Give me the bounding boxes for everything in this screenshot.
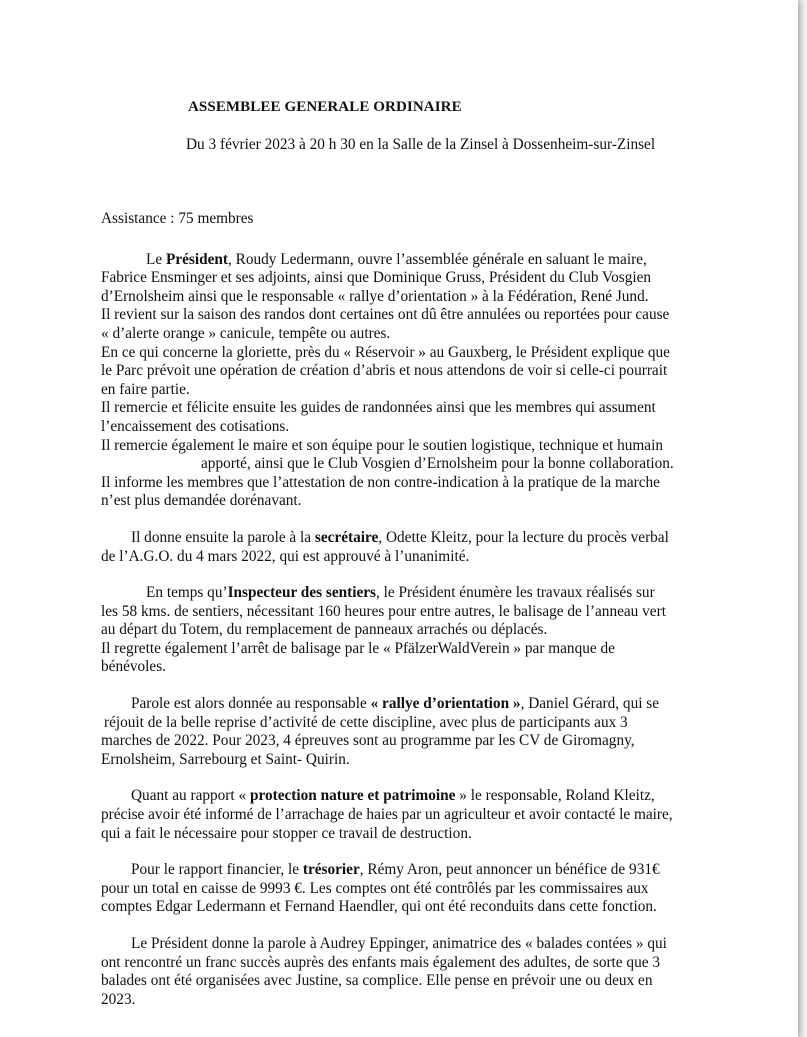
paragraph-secretaire: Il donne ensuite la parole à la secrétaire, Odette Kleitz, pour la lecture du procès verbal de l’A.G.O. du 4 mars 2022, qui est approuvé à l’unanimité. [101,528,669,565]
bold-president: Président [165,250,228,268]
paragraph-tresorier: Pour le rapport financier, le trésorier, Rémy Aron, peut annoncer un bénéfice de 931€ pour un total en caisse de 9993 €. Les comptes ont été contrôlés par les commissaires aux comptes Edgar Ledermann et Fernand Haendler, qui ont été reconduits dans cette fonction. [101,861,660,916]
bold-inspecteur: Inspecteur des sentiers [227,584,377,602]
paragraph-rallye: Parole est alors donnée au responsable « rallye d’orientation », Daniel Gérard, qui se réjouit de la belle reprise d’activité de cette discipline, avec plus de participants aux 3 marches de 2022. Pour 2023, 4 épreuves sont au programme par les CV de Giromagny, Ernolsheim, Sarrebourg et Saint- Quirin. [101,695,660,768]
bold-tresorier: trésorier [302,861,360,879]
paragraph-inspecteur: En temps qu’Inspecteur des sentiers, le Président énumère les travaux réalisés sur les 58 kms. de sentiers, nécessitant 160 heures pour entre autres, le balisage de l’anneau vert au départ du Totem, du remplacement de panneaux arrachés ou déplacés. Il regrette également l’arrêt de balisage par le « PfälzerWaldVerein » par manque de bénévoles. [101,584,666,676]
paragraph-protection: Quant au rapport « protection nature et patrimoine » le responsable, Roland Kleitz, précise avoir été informé de l’arrachage de haies par un agriculteur et avoir contacté le maire, qui a fait le nécessaire pour stopper ce travail de destruction. [101,787,673,842]
document-body [101,210,691,1009]
bold-secretaire: secrétaire [314,528,379,546]
paragraph-president: Le Président, Roudy Ledermann, ouvre l’assemblée générale en saluant le maire, Fabrice Ensminger et ses adjoints, ainsi que Dominique Gruss, Président du Club Vosgien d’Ernolsheim ainsi que le responsable « rallye d’orientation » à la Fédération, René Jund. Il revient sur la saison des randos dont certaines ont dû être annulées ou reportées pour cause « d’alerte orange » canicule, tempête ou autres. En ce qui concerne la gloriette, près du « Réservoir » au Gauxberg, le Président explique que le Parc prévoit une opération de création d’abris et nous attendons de voir si celle-ci pourrait en faire partie. Il remercie et félicite ensuite les guides de randonnées ainsi que les membres qui assument l’encaissement des cotisations. Il remercie également le maire et son équipe pour le soutien logistique, technique et humain apporté, ainsi que le Club Vosgien d’Ernolsheim pour la bonne collaboration. Il informe les membres que l’attestation de non contre-indication à la pratique de la marche n’est plus demandée dorénavant. [101,250,674,510]
bold-rallye: « rallye d’orientation » [370,695,521,713]
paragraph-balades: Le Président donne la parole à Audrey Eppinger, animatrice des « balades contées » qui ont rencontré un franc succès auprès des enfants mais également des adultes, de sorte que 3 balades ont été organisées avec Justine, sa complice. Elle pense en prévoir une ou deux en 2023. [101,935,667,1008]
assistance-line: Assistance : 75 membres [101,210,254,227]
document-subtitle: Du 3 février 2023 à 20 h 30 en la Salle de la Zinsel à Dossenheim-sur-Zinsel [186,136,656,153]
bold-protection: protection nature et patrimoine [249,787,456,805]
document-title: ASSEMBLEE GENERALE ORDINAIRE [188,99,462,115]
